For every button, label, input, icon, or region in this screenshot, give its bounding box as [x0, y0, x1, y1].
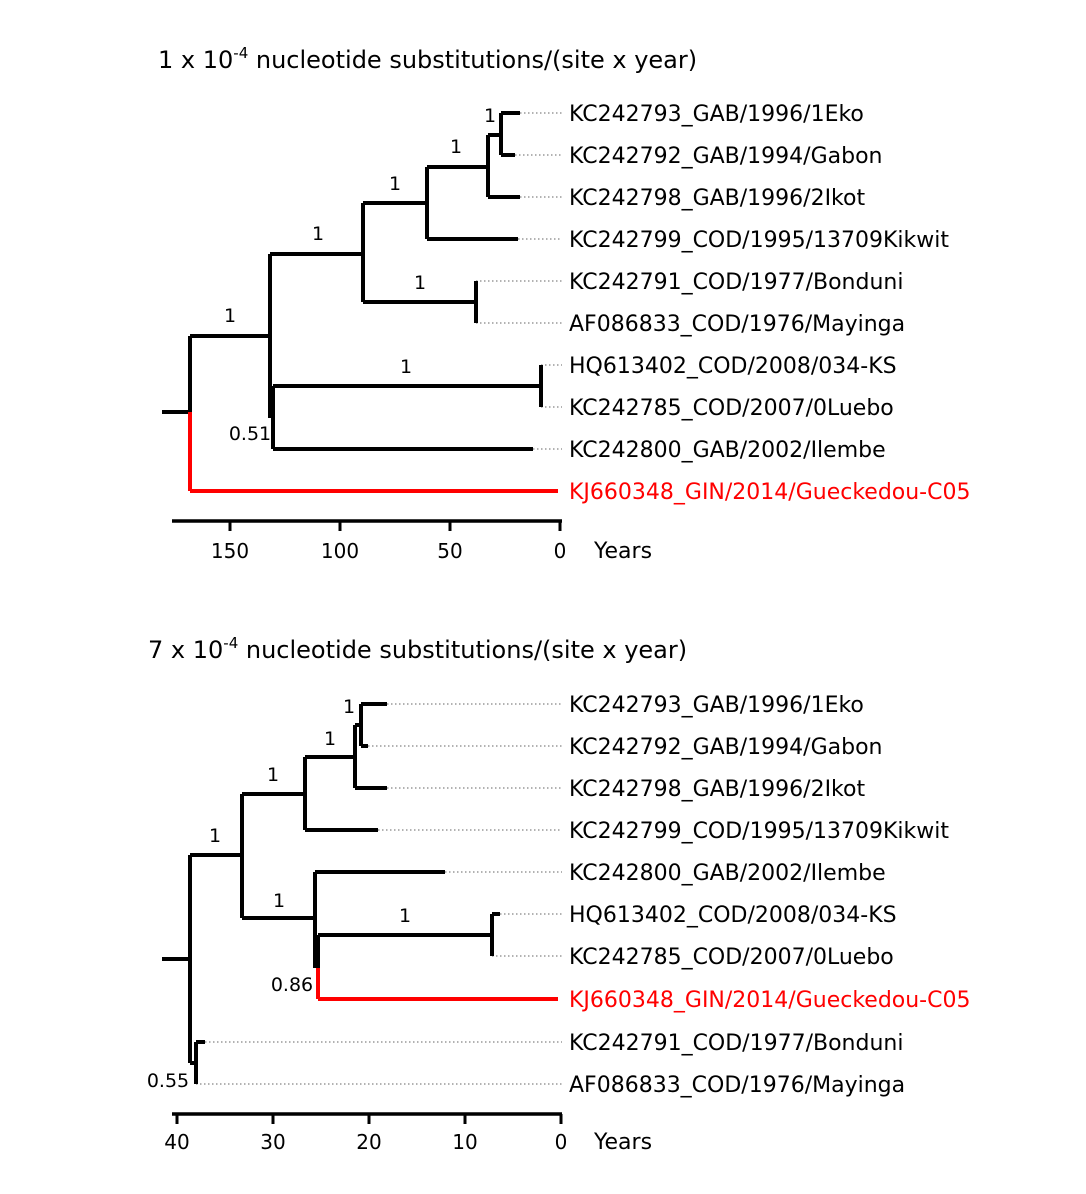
support-value: 1	[399, 356, 413, 378]
support-value: 1	[483, 105, 497, 127]
taxon-label: KC242785_COD/2007/0Luebo	[569, 945, 894, 970]
support-value: 1	[388, 173, 402, 195]
taxon-label: KC242793_GAB/1996/1Eko	[569, 102, 864, 127]
panel-top	[158, 44, 970, 564]
axis-unit-label: Years	[594, 539, 653, 564]
panel-bottom-leader-lines	[196, 704, 562, 1084]
support-value: 1	[342, 696, 356, 718]
taxon-label: KC242792_GAB/1994/Gabon	[569, 144, 883, 169]
panel-bottom-axis	[164, 1114, 652, 1155]
support-value: 1	[449, 136, 463, 158]
panel-bottom-red-branch	[318, 968, 558, 999]
axis-tick-label: 40	[164, 1130, 190, 1154]
taxon-label: HQ613402_COD/2008/034-KS	[569, 903, 897, 928]
taxon-label-highlighted: KJ660348_GIN/2014/Gueckedou-C05	[569, 480, 971, 505]
taxon-label: KC242785_COD/2007/0Luebo	[569, 396, 894, 421]
support-value: 1	[398, 905, 412, 927]
panel-top-support-values	[224, 105, 496, 445]
panel-bottom-title: 7 x $10^{-4}$ nucleotide substitutions/(site x year)	[148, 634, 688, 664]
taxon-label: KC242798_GAB/1996/2Ikot	[569, 777, 866, 802]
panel-top-tip-labels	[569, 102, 970, 505]
support-value: 1	[208, 825, 222, 847]
taxon-label: KC242799_COD/1995/13709Kikwit	[569, 819, 949, 844]
taxon-label-highlighted: KJ660348_GIN/2014/Gueckedou-C05	[569, 988, 971, 1013]
taxon-label: KC242798_GAB/1996/2Ikot	[569, 186, 866, 211]
support-value: 1	[323, 728, 337, 750]
panel-bottom-tree	[162, 704, 500, 1084]
taxon-label: KC242791_COD/1977/Bonduni	[569, 270, 904, 295]
taxon-label: AF086833_COD/1976/Mayinga	[569, 1073, 906, 1098]
panel-bottom-tip-labels	[569, 693, 970, 1098]
panel-top-axis	[172, 521, 652, 564]
support-value: 0.55	[146, 1070, 190, 1092]
taxon-label: KC242800_GAB/2002/Ilembe	[569, 861, 886, 886]
taxon-label: KC242793_GAB/1996/1Eko	[569, 693, 864, 718]
support-value: 1	[223, 305, 237, 327]
support-value: 1	[266, 764, 280, 786]
taxon-label: HQ613402_COD/2008/034-KS	[569, 354, 897, 379]
axis-tick-label: 50	[437, 539, 463, 563]
axis-tick-label: 20	[356, 1130, 382, 1154]
taxon-label: KC242799_COD/1995/13709Kikwit	[569, 228, 949, 253]
support-value: 1	[311, 223, 325, 245]
panel-bottom-support-values	[147, 696, 411, 1092]
taxon-label: AF086833_COD/1976/Mayinga	[569, 312, 906, 337]
axis-tick-label: 30	[260, 1130, 286, 1154]
axis-tick-label: 0	[554, 1130, 568, 1154]
panel-top-title: 1 x $10^{-4}$ nucleotide substitutions/(site x year)	[158, 44, 698, 74]
panel-bottom	[147, 634, 971, 1155]
axis-tick-label: 100	[320, 539, 360, 563]
taxon-label: KC242791_COD/1977/Bonduni	[569, 1031, 904, 1056]
axis-unit-label: Years	[594, 1130, 653, 1155]
taxon-label: KC242792_GAB/1994/Gabon	[569, 735, 883, 760]
support-value: 0.86	[270, 974, 314, 996]
axis-tick-label: 150	[210, 539, 250, 563]
axis-tick-label: 0	[553, 539, 567, 563]
axis-tick-label: 10	[452, 1130, 478, 1154]
taxon-label: KC242800_GAB/2002/Ilembe	[569, 438, 886, 463]
support-value: 1	[272, 890, 286, 912]
support-value: 1	[413, 272, 427, 294]
support-value: 0.51	[228, 423, 272, 445]
